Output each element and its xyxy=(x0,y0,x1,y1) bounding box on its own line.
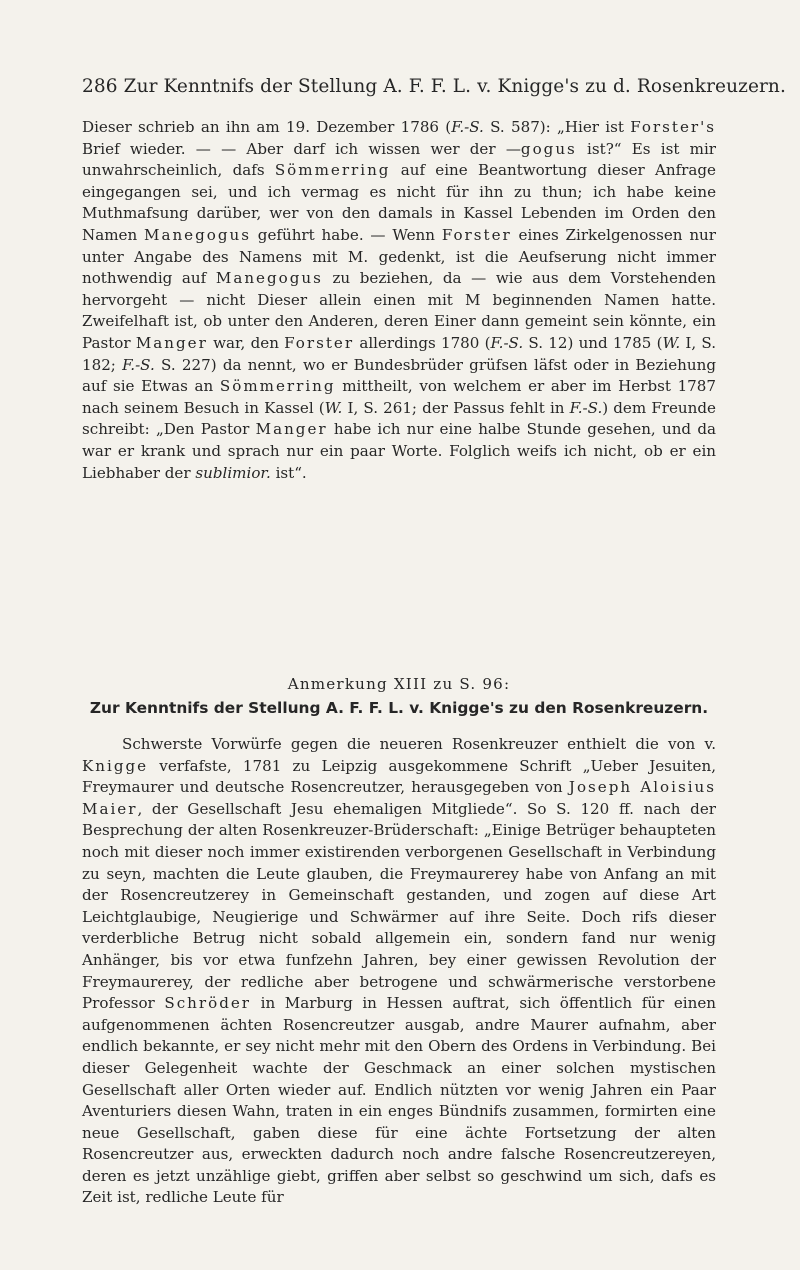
running-head xyxy=(82,76,786,97)
citation-abbrev: W. xyxy=(662,333,681,352)
text-run: S. 12) und 1785 ( xyxy=(523,333,663,352)
text-run: ist?“ Es ist mir unwahrscheinlich, dafs xyxy=(82,139,716,180)
text-run: S. 587): „Hier ist xyxy=(483,118,631,136)
name-soemmerring: Sömmerring xyxy=(219,377,336,396)
text-run: in Marburg in Hessen auftrat, sich öffentlich für einen aufgenommenen ächten Rosencreutzer ausgab, andre Maurer aufnahm, aber endlich bekannte, er sey nicht mehr mit den Obern des Ordens in Verbindung. Bei dieser Gelegenheit wachte der Geschmack an einer solchen mystischen Gesellschaft aller Orten wieder auf. Endlich nützten vor wenig Jahren ein Paar Aventuriers diesen Wahn, traten in ein enges Bündnifs zusammen, formirten eine neue Gesellschaft, gaben diese für eine ächte Fortsetzung der alten Rosencreutzer aus, erweckten dadurch noch andre falsche Rosencreutzereyen, deren es jetzt unzählige giebt, griffen aber selbst so geschwind um sich, dafs es Zeit ist, redliche Leute für xyxy=(82,994,716,1207)
text-run: eines Zirkelgenossen nur unter Angabe des Namens mit M. gedenkt, ist die Aeufserung nicht immer nothwendig auf xyxy=(82,225,716,288)
text-run: verfafste, 1781 zu Leipzig ausgekommene Schrift „Ueber Jesuiten, Freymaurer und deutsche Rosencreutzer, herausgegeben von xyxy=(82,756,716,797)
note-body xyxy=(82,734,716,1209)
text-run: Schwerste Vorwürfe gegen die neueren Rosenkreuzer enthielt die von v. xyxy=(122,735,716,753)
text-run: war, den xyxy=(207,333,285,352)
latin-term: sublimior. xyxy=(195,463,271,482)
citation-abbrev: F.-S. xyxy=(451,118,484,136)
name-schroeder: Schröder xyxy=(164,994,252,1013)
text-run: ist“. xyxy=(270,463,307,482)
text-run: I, S. 182; xyxy=(82,333,716,374)
name-manger: Manger xyxy=(255,420,328,439)
text-run: I, S. 261; der Passus fehlt in xyxy=(342,398,570,417)
citation-abbrev: F.-S. xyxy=(122,355,155,374)
text-run: S. 227) da nennt, wo er Bundesbrüder grüfsen läfst oder in Beziehung auf sie Etwas an xyxy=(82,355,716,396)
name-manegogus: Manegogus xyxy=(215,269,323,288)
text-run: Brief wieder. — — Aber darf ich wissen wer der — xyxy=(82,139,521,158)
text-run: ) dem Freunde schreibt: „Den Pastor xyxy=(82,398,716,439)
name-manegogus: Manegogus xyxy=(143,225,251,244)
text-run: Dieser schrieb an ihn am 19. Dezember 1786 ( xyxy=(82,118,452,136)
text-run: allerdings 1780 ( xyxy=(354,333,491,352)
name-manger: Manger xyxy=(135,333,208,352)
text-run: mittheilt, von welchem er aber im Herbst 1787 nach seinem Besuch in Kassel ( xyxy=(82,377,716,417)
text-run: auf eine Beantwortung dieser Anfrage eingegangen sei, und ich vermag es nicht für ihn zu thun; ich habe keine Muthmafsung darüber, wer von den damals in Kassel Lebenden im Orden den Namen xyxy=(82,161,716,244)
text-run: zu beziehen, da — wie aus dem Vorstehenden hervorgeht — nicht Dieser allein einen mit M beginnenden Namen hatte. Zweifelhaft ist, ob unter den Anderen, deren Einer dann gemeint sein könnte, ein Pastor xyxy=(82,269,716,352)
name-forster: Forster's xyxy=(630,118,717,136)
name-knigge: Knigge xyxy=(82,756,149,775)
page-number: 286 xyxy=(82,76,118,97)
text-run: geführt habe. — Wenn xyxy=(250,225,442,244)
citation-abbrev: F.-S. xyxy=(490,333,524,352)
name-forster: Forster xyxy=(284,333,355,352)
citation-abbrev: F.-S. xyxy=(569,398,603,417)
note-paragraph xyxy=(82,734,716,1209)
name-forster: Forster xyxy=(441,225,512,244)
text-run: habe ich nur eine halbe Stunde gesehen, und da war er krank und sprach nur ein paar Worte. Folglich weifs ich nicht, ob er ein Liebhaber der xyxy=(82,420,716,482)
text-run: , der Gesellschaft Jesu ehemaligen Mitgliede“. So S. 120 ff. nach der Besprechung der alten Rosenkreuzer-Brüderschaft: „Einige Betrüger behaupteten noch mit dieser noch immer existirenden verborgenen Gesellschaft in Verbindung zu seyn, machten die Leute glauben, die Freymaurerey habe von Anfang an mit der Rosencreutzerey in Gemeinschaft gestanden, und zogen auf diese Art Leichtglaubige, Neugierige und Schwärmer auf ihre Seite. Doch rifs dieser verderbliche Betrug nicht sobald allgemein ein, sondern fand nur wenig Anhänger, bis vor etwa funfzehn Jahren, bey einer gewissen Revolution der Freymaurerey, der redliche aber betrogene und schwärmerische verstorbene Professor xyxy=(82,799,716,1013)
note-heading: Anmerkung XIII zu S. 96: xyxy=(287,675,511,693)
name-joseph-aloisius-maier: Joseph Aloisius Maier xyxy=(82,778,716,818)
running-title: Zur Kenntnifs der Stellung A. F. F. L. v. Knigge's zu d. Rosenkreuzern. xyxy=(123,76,786,97)
note-title: Zur Kenntnifs der Stellung A. F. F. L. v. Knigge's zu den Rosenkreuzern. xyxy=(89,699,709,717)
name-gogus: gogus xyxy=(520,139,577,158)
main-paragraph xyxy=(82,117,716,484)
citation-abbrev: W. xyxy=(324,398,343,417)
name-soemmerring: Sömmerring xyxy=(274,161,391,180)
paragraph-text xyxy=(82,117,716,484)
